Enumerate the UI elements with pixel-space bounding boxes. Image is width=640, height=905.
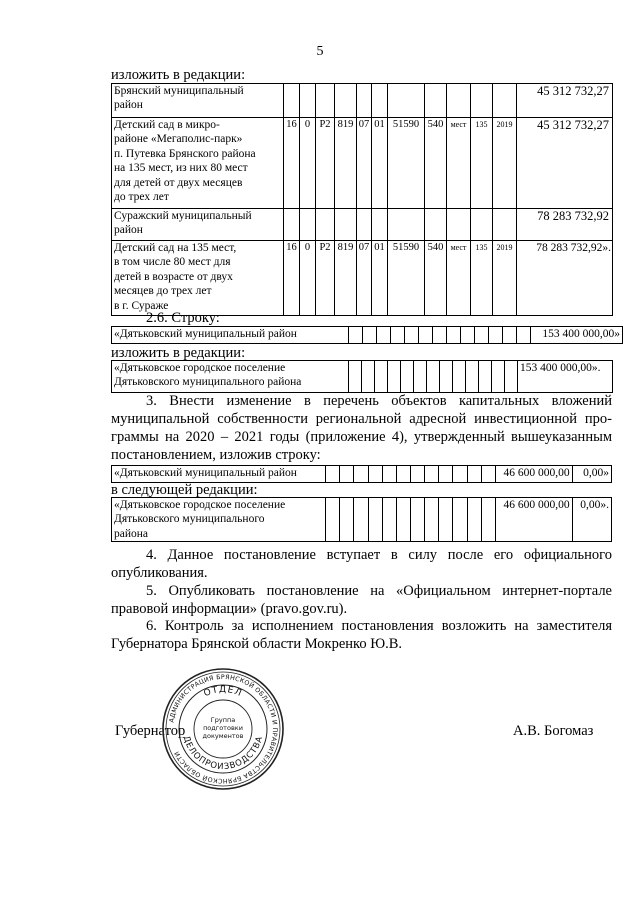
official-seal-stamp — [161, 667, 285, 791]
row-name-cell: «Дятьковский муниципальный район — [112, 466, 326, 483]
empty-cell — [349, 361, 362, 393]
empty-cell — [517, 327, 531, 344]
empty-cell — [410, 466, 424, 483]
amount-cell: 45 312 732,27 — [517, 118, 613, 209]
code-cell — [425, 84, 447, 118]
row-name-line: до трех лет — [114, 191, 169, 204]
code-cell — [335, 84, 357, 118]
table-row — [112, 361, 613, 393]
empty-cell — [326, 498, 340, 542]
row-name-line: Брянский муниципальный — [114, 85, 244, 97]
empty-cell — [505, 361, 518, 393]
code-cell: 16 — [284, 118, 300, 209]
row-name-line: месяцев до трех лет — [114, 285, 212, 298]
code-cell — [357, 209, 372, 241]
code-cell: 01 — [372, 118, 388, 209]
code-cell — [284, 84, 300, 118]
row-name-line: в г. Сураже — [114, 299, 169, 312]
paragraph-line: правовой информации» (pravo.gov.ru). — [111, 601, 348, 617]
seal-dept-top: ОТДЕЛ — [202, 684, 244, 700]
empty-cell — [419, 327, 433, 344]
empty-cell — [439, 466, 453, 483]
code-cell — [316, 84, 335, 118]
unit-cell: мест — [447, 118, 471, 209]
empty-cell — [340, 498, 354, 542]
code-cell: 540 — [425, 118, 447, 209]
paragraph-line: 4. Данное постановление вступает в силу после его официального — [146, 547, 612, 563]
unit-cell: мест — [447, 241, 471, 316]
table-3 — [111, 360, 613, 393]
table-row — [112, 84, 613, 118]
empty-cell — [475, 327, 489, 344]
seal-outer-text: АДМИНИСТРАЦИЯ БРЯНСКОЙ ОБЛАСТИ И ПРАВИТЕЛЬСТВА БРЯНСКОЙ ОБЛАСТИ — [168, 673, 279, 785]
empty-cell — [349, 327, 363, 344]
row-name-cell — [112, 241, 284, 316]
amount-cell: 78 283 732,92 — [517, 209, 613, 241]
code-cell: 01 — [372, 241, 388, 316]
empty-cell — [440, 361, 453, 393]
capacity-cell — [471, 209, 493, 241]
empty-cell — [377, 327, 391, 344]
paragraph-line: Губернатора Брянской области Мокренко Ю.В. — [111, 636, 403, 652]
paragraph-line: постановлением, изложив строку: — [111, 447, 321, 463]
empty-cell — [414, 361, 427, 393]
table-row — [112, 209, 613, 241]
code-cell: 07 — [357, 118, 372, 209]
code-cell: 16 — [284, 241, 300, 316]
seal-center-line: подготовки — [203, 724, 243, 732]
row-name-cell: «Дятьковский муниципальный район — [112, 327, 349, 344]
paragraph-line: муниципальной собственности региональной адресной инвестиционной про- — [111, 411, 612, 427]
row-name-line: «Дятьковское городское поселение — [114, 499, 286, 511]
empty-cell — [433, 327, 447, 344]
table-4 — [111, 465, 612, 483]
code-cell: 51590 — [388, 241, 425, 316]
row-name-line: районе «Мегаполис-парк» — [114, 133, 243, 146]
code-cell: P2 — [316, 118, 335, 209]
empty-cell — [362, 361, 375, 393]
row-name-cell — [112, 498, 326, 542]
empty-cell — [481, 498, 495, 542]
paragraph-3 — [111, 392, 612, 464]
page-number: 5 — [316, 44, 324, 59]
table-2 — [111, 326, 623, 344]
empty-cell — [405, 327, 419, 344]
empty-cell — [453, 498, 467, 542]
seal-center-line: Группа — [210, 716, 236, 724]
empty-cell — [368, 498, 382, 542]
code-cell: 819 — [335, 118, 357, 209]
code-cell — [372, 209, 388, 241]
empty-cell — [354, 498, 368, 542]
row-name-line: в том числе 80 мест для — [114, 256, 231, 269]
row-name-line: Дятьковского муниципального — [114, 513, 265, 526]
row-name-line: район — [114, 224, 143, 237]
year-cell: 2019 — [493, 241, 517, 316]
empty-cell — [489, 327, 503, 344]
capacity-cell: 135 — [471, 241, 493, 316]
row-name-line: район — [114, 99, 143, 112]
empty-cell — [479, 361, 492, 393]
table-row — [112, 498, 612, 542]
row-name-line: Детский сад на 135 мест, — [114, 242, 237, 254]
code-cell: 51590 — [388, 118, 425, 209]
signature-title: Губернатор — [115, 723, 186, 739]
empty-cell — [467, 466, 481, 483]
empty-cell — [396, 498, 410, 542]
table-5 — [111, 497, 612, 542]
row-name-line: п. Путевка Брянского района — [114, 147, 256, 160]
empty-cell — [340, 466, 354, 483]
code-cell: 540 — [425, 241, 447, 316]
signature-name: А.В. Богомаз — [513, 723, 594, 739]
year-cell — [493, 84, 517, 118]
row-name-cell — [112, 361, 349, 393]
empty-cell — [503, 327, 517, 344]
code-cell — [357, 84, 372, 118]
code-cell — [284, 209, 300, 241]
row-name-line: Суражский муниципальный — [114, 210, 252, 222]
unit-cell — [447, 209, 471, 241]
paragraph-4 — [111, 546, 612, 582]
empty-cell — [396, 466, 410, 483]
empty-cell — [467, 498, 481, 542]
empty-cell — [382, 466, 396, 483]
empty-cell — [401, 361, 414, 393]
empty-cell — [388, 361, 401, 393]
empty-cell — [427, 361, 440, 393]
amount-cell-2: 0,00». — [572, 498, 611, 542]
code-cell — [372, 84, 388, 118]
row-name-cell — [112, 84, 284, 118]
row-name-line: для детей от двух месяцев — [114, 176, 243, 189]
code-cell: 0 — [300, 118, 316, 209]
amount-cell: 153 400 000,00». — [518, 361, 613, 393]
empty-cell — [425, 498, 439, 542]
empty-cell — [466, 361, 479, 393]
code-cell: P2 — [316, 241, 335, 316]
empty-cell — [461, 327, 475, 344]
code-cell: 819 — [335, 241, 357, 316]
empty-cell — [447, 327, 461, 344]
empty-cell — [368, 466, 382, 483]
code-cell — [388, 209, 425, 241]
seal-center-line: документов — [202, 732, 244, 740]
code-cell — [316, 209, 335, 241]
table-row — [112, 466, 612, 483]
empty-cell — [410, 498, 424, 542]
row-name-line: Детский сад в микро- — [114, 119, 220, 131]
code-cell — [335, 209, 357, 241]
empty-cell — [453, 466, 467, 483]
intro-text-3: в следующей редакции: — [111, 482, 258, 498]
seal-dept-bottom: ДЕЛОПРОИЗВОДСТВА — [180, 734, 266, 773]
row-name-line: детей в возрасте от двух — [114, 270, 233, 283]
row-name-cell — [112, 209, 284, 241]
amount-cell: 153 400 000,00» — [531, 327, 623, 344]
empty-cell — [453, 361, 466, 393]
amount-cell: 45 312 732,27 — [517, 84, 613, 118]
row-name-line: на 135 мест, из них 80 мест — [114, 162, 248, 175]
empty-cell — [375, 361, 388, 393]
table-row — [112, 241, 613, 316]
code-cell — [300, 209, 316, 241]
paragraph-line: 3. Внести изменение в перечень объектов капитальных вложений — [146, 393, 612, 409]
empty-cell — [391, 327, 405, 344]
row-name-line: района — [114, 527, 149, 540]
table-1 — [111, 83, 613, 316]
amount-cell-2: 0,00» — [572, 466, 611, 483]
empty-cell — [363, 327, 377, 344]
item-2-6: 2.6. Строку: — [146, 310, 220, 326]
empty-cell — [382, 498, 396, 542]
empty-cell — [439, 498, 453, 542]
table-row — [112, 327, 623, 344]
empty-cell — [492, 361, 505, 393]
empty-cell — [425, 466, 439, 483]
paragraph-line: граммы на 2020 – 2021 годы (приложение 4), утвержденный вышеуказанным — [111, 429, 612, 445]
capacity-cell — [471, 84, 493, 118]
intro-text-1: изложить в редакции: — [111, 67, 246, 83]
paragraph-line: 6. Контроль за исполнением постановления возложить на заместителя — [146, 618, 612, 634]
paragraph-5 — [111, 582, 612, 618]
svg-text:ДЕЛОПРОИЗВОДСТВА — [181, 735, 266, 772]
code-cell: 07 — [357, 241, 372, 316]
empty-cell — [481, 466, 495, 483]
capacity-cell: 135 — [471, 118, 493, 209]
year-cell: 2019 — [493, 118, 517, 209]
amount-cell: 46 600 000,00 — [495, 498, 572, 542]
unit-cell — [447, 84, 471, 118]
code-cell — [300, 84, 316, 118]
code-cell: 0 — [300, 241, 316, 316]
paragraph-6 — [111, 617, 612, 653]
amount-cell: 46 600 000,00 — [495, 466, 572, 483]
table-row — [112, 118, 613, 209]
year-cell — [493, 209, 517, 241]
row-name-cell — [112, 118, 284, 209]
empty-cell — [354, 466, 368, 483]
code-cell — [388, 84, 425, 118]
code-cell — [425, 209, 447, 241]
row-name-line: «Дятьковское городское поселение — [114, 362, 286, 374]
row-name-line: Дятьковского муниципального района — [114, 376, 302, 389]
empty-cell — [326, 466, 340, 483]
intro-text-2: изложить в редакции: — [111, 345, 246, 361]
paragraph-line: опубликования. — [111, 565, 208, 581]
amount-cell: 78 283 732,92». — [517, 241, 613, 316]
paragraph-line: 5. Опубликовать постановление на «Официальном интернет-портале — [146, 583, 612, 599]
